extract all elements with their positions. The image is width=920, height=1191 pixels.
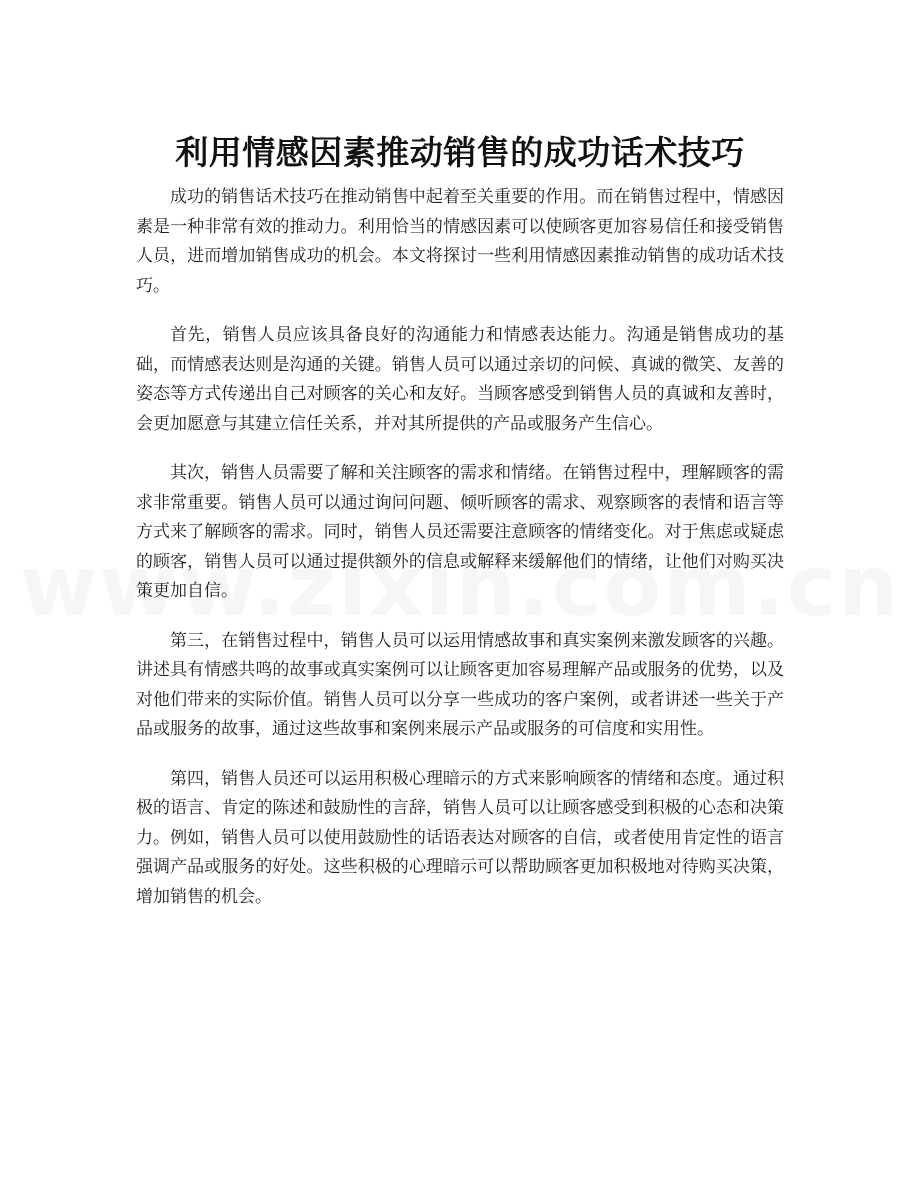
- document-body: [136, 183, 784, 932]
- paragraph-fourth: 第四，销售人员还可以运用积极心理暗示的方式来影响顾客的情绪和态度。通过积极的语言、肯定的陈述和鼓励性的言辞，销售人员可以让顾客感受到积极的心态和决策力。例如，销售人员可以使用鼓励性的话语表达对顾客的自信，或者使用肯定性的语言强调产品或服务的好处。这些积极的心理暗示可以帮助顾客更加积极地对待购买决策，增加销售的机会。: [136, 768, 784, 907]
- paragraph-first: 首先，销售人员应该具备良好的沟通能力和情感表达能力。沟通是销售成功的基础，而情感表达则是沟通的关键。销售人员可以通过亲切的问候、真诚的微笑、友善的姿态等方式传递出自己对顾客的关心和友好。当顾客感受到销售人员的真诚和友善时，会更加愿意与其建立信任关系，并对其所提供的产品或服务产生信心。: [136, 325, 784, 434]
- document-title: 利用情感因素推动销售的成功话术技巧: [175, 133, 745, 173]
- paragraph-second: 其次，销售人员需要了解和关注顾客的需求和情绪。在销售过程中，理解顾客的需求非常重要。销售人员可以通过询问问题、倾听顾客的需求、观察顾客的表情和语言等方式来了解顾客的需求。同时，销售人员还需要注意顾客的情绪变化。对于焦虑或疑虑的顾客，销售人员可以通过提供额外的信息或解释来缓解他们的情绪，让他们对购买决策更加自信。: [136, 463, 784, 601]
- paragraph-third: 第三，在销售过程中，销售人员可以运用情感故事和真实案例来激发顾客的兴趣。讲述具有情感共鸣的故事或真实案例可以让顾客更加容易理解产品或服务的优势，以及对他们带来的实际价值。销售人员可以分享一些成功的客户案例，或者讲述一些关于产品或服务的故事，通过这些故事和案例来展示产品或服务的可信度和实用性。: [136, 630, 784, 739]
- paragraph-intro: 成功的销售话术技巧在推动销售中起着至关重要的作用。而在销售过程中，情感因素是一种非常有效的推动力。利用恰当的情感因素可以使顾客更加容易信任和接受销售人员，进而增加销售成功的机会。本文将探讨一些利用情感因素推动销售的成功话术技巧。: [136, 187, 784, 296]
